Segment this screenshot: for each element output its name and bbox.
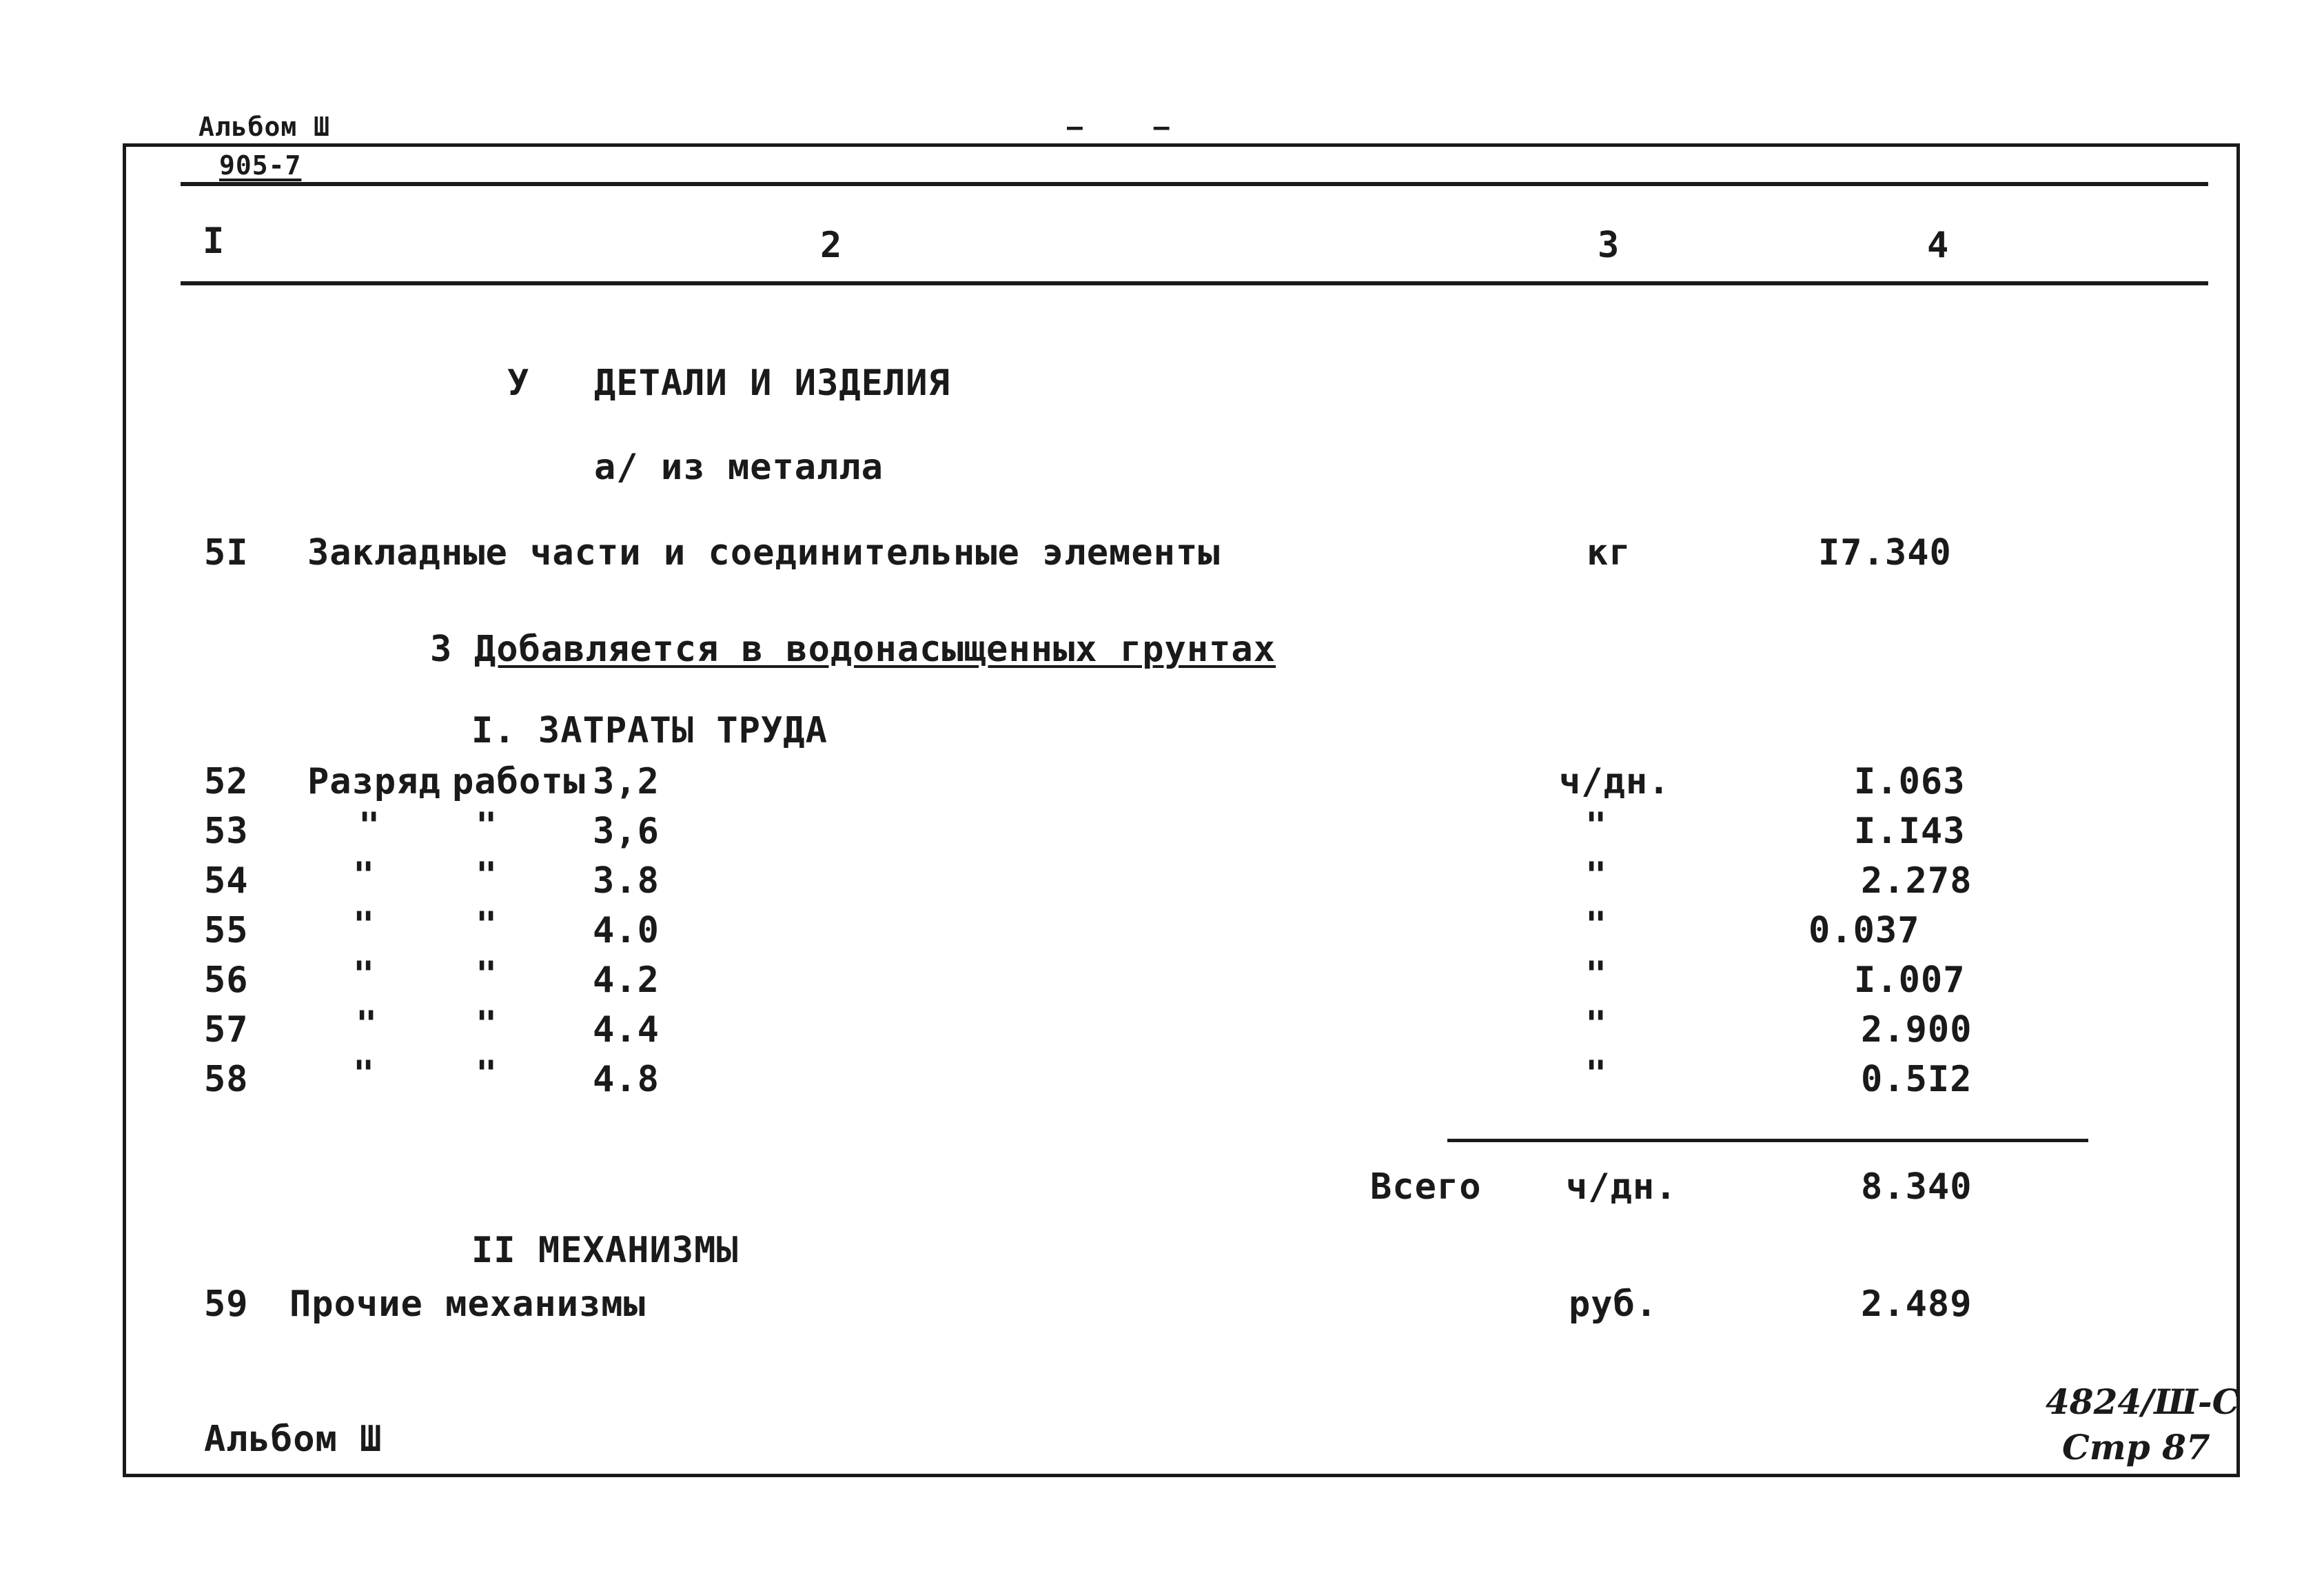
total-unit: ч/дн. [1566, 1166, 1678, 1208]
labor-row-unit: " [1585, 1053, 1608, 1095]
total-value: 8.340 [1861, 1166, 1973, 1208]
labor-row-value: 0.5I2 [1861, 1059, 1973, 1100]
labor-row-grade: 3.8 [593, 860, 660, 902]
header-album-label: Альбом Ш [198, 112, 331, 142]
total-rule [1447, 1139, 2088, 1142]
header-rule-bottom [181, 281, 2208, 285]
labor-row-grade: 4.2 [593, 960, 660, 1001]
labor-row-col2: " [476, 1053, 498, 1095]
labor-row-value: I.063 [1854, 761, 1966, 802]
labor-row-col2: " [476, 855, 498, 896]
column-number-1: I [203, 221, 225, 262]
labor-row-unit: " [1585, 954, 1608, 995]
labor-row-col2: " [476, 904, 498, 946]
labor-row-grade: 3,2 [593, 761, 660, 802]
row-unit: кг [1587, 532, 1631, 574]
labor-row-unit: ч/дн. [1559, 761, 1671, 802]
labor-row-col1: " [353, 1053, 376, 1095]
footer-stamp-line1: 4824/Ш-С [2046, 1381, 2240, 1422]
row-unit: руб. [1569, 1283, 1658, 1325]
header-series-code: 905-7 [219, 150, 302, 181]
sub-1-title: I. ЗАТРАТЫ ТРУДА [471, 710, 828, 751]
column-number-4: 4 [1927, 225, 1950, 266]
labor-row-grade: 4.4 [593, 1009, 660, 1051]
labor-row-grade: 4.0 [593, 910, 660, 951]
row-number: 5I [204, 532, 249, 574]
labor-row-number: 53 [204, 811, 249, 852]
row-name: Закладные части и соединительные элементы [307, 532, 1221, 574]
labor-row-col2: " [476, 1004, 498, 1045]
labor-row-col1: " [358, 805, 381, 846]
row-value: 2.489 [1861, 1283, 1973, 1325]
labor-row-col2: " [476, 805, 498, 846]
labor-row-unit: " [1585, 904, 1608, 946]
section-v-title: ДЕТАЛИ И ИЗДЕЛИЯ [594, 363, 950, 404]
labor-row-value: I.I43 [1854, 811, 1966, 852]
section-3-number: 3 [430, 629, 453, 670]
section-v-subtitle: а/ из металла [594, 447, 884, 488]
section-3-title: Добавляется в водонасыщенных грунтах [474, 629, 1276, 670]
footer-stamp-line2: Стр 87 [2062, 1427, 2210, 1468]
labor-row-col2: работы [452, 761, 586, 802]
footer-album-label: Альбом Ш [204, 1419, 383, 1460]
labor-row-number: 54 [204, 860, 249, 902]
column-number-2: 2 [820, 225, 843, 266]
labor-row-number: 58 [204, 1059, 249, 1100]
labor-row-number: 56 [204, 960, 249, 1001]
labor-row-number: 55 [204, 910, 249, 951]
labor-row-col1: Разряд [307, 761, 441, 802]
sub-2-title: II МЕХАНИЗМЫ [471, 1230, 739, 1271]
header-rule-top [181, 182, 2208, 186]
labor-row-unit: " [1585, 1004, 1608, 1045]
labor-row-col2: " [476, 954, 498, 995]
labor-row-col1: " [353, 904, 376, 946]
labor-row-value: 0.037 [1808, 910, 1920, 951]
labor-row-grade: 4.8 [593, 1059, 660, 1100]
labor-row-unit: " [1585, 855, 1608, 896]
labor-row-value: 2.278 [1861, 860, 1973, 902]
total-label: Всего [1370, 1166, 1482, 1208]
labor-row-col1: " [353, 855, 376, 896]
row-name: Прочие механизмы [289, 1283, 646, 1325]
header-top-marks: — — [1067, 112, 1197, 142]
labor-row-grade: 3,6 [593, 811, 660, 852]
labor-row-number: 52 [204, 761, 249, 802]
row-number: 59 [204, 1283, 249, 1325]
labor-row-value: 2.900 [1861, 1009, 1973, 1051]
labor-row-col1: " [356, 1004, 378, 1045]
row-value: I7.340 [1818, 532, 1952, 574]
labor-row-unit: " [1585, 805, 1608, 846]
labor-row-number: 57 [204, 1009, 249, 1051]
section-v-prefix: У [507, 363, 530, 404]
column-number-3: 3 [1598, 225, 1620, 266]
labor-row-col1: " [353, 954, 376, 995]
labor-row-value: I.007 [1854, 960, 1966, 1001]
